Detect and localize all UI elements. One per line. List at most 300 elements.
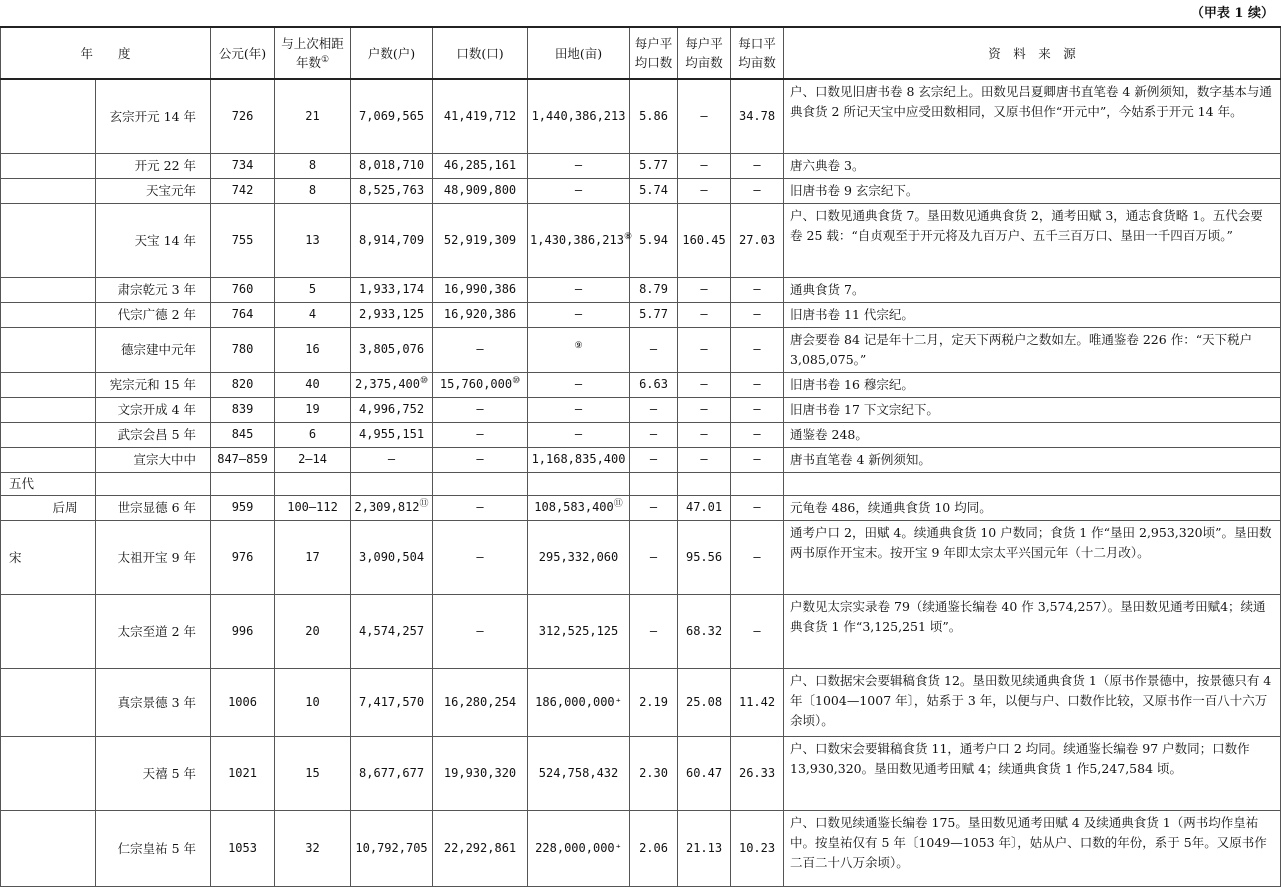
source-cell: 唐会要卷 84 记是年十二月，定天下两税户之数如左。唯通鉴卷 226 作：“天下税户3,085,075。”	[784, 327, 1281, 372]
households-cell-value: 8,914,709	[359, 232, 425, 247]
households-cell	[351, 472, 433, 495]
gap-cell: 19	[275, 397, 351, 422]
ppl-per-hh-cell: 5.77	[630, 153, 678, 178]
land-cell-value: —	[574, 377, 583, 391]
mu-per-hh-cell	[678, 472, 731, 495]
source-cell	[784, 472, 1281, 495]
table-row	[1, 495, 1281, 520]
reign-cell	[51, 372, 96, 397]
header-households: 户数(户)	[351, 27, 433, 79]
reign-cell	[51, 472, 96, 495]
year-cell: 玄宗开元 14 年	[96, 79, 211, 153]
year-cell: 开元 22 年	[96, 153, 211, 178]
ad-cell: 726	[211, 79, 275, 153]
gap-cell: 10	[275, 668, 351, 736]
households-cell-value: 8,677,677	[359, 765, 425, 780]
population-cell	[433, 277, 528, 302]
header-ad: 公元(年)	[211, 27, 275, 79]
households-cell-value: 3,090,504	[359, 549, 425, 564]
households-cell	[351, 447, 433, 472]
gap-cell: 8	[275, 178, 351, 203]
mu-per-hh-cell: 95.56	[678, 520, 731, 594]
mu-per-person-cell: —	[731, 372, 784, 397]
ppl-per-hh-cell: —	[630, 594, 678, 668]
population-cell-value: —	[476, 342, 484, 356]
source-cell: 户、口数见通典食货 7。垦田数见通典食货 2，通考田赋 3，通志食货略 1。五代会要卷 25 载：“自贞观至于开元将及九百万户、五千三百万口、垦田一千四百万顷。”	[784, 203, 1281, 277]
land-cell-value: —	[574, 427, 583, 441]
source-cell: 户、口数见旧唐书卷 8 玄宗纪上。田数见吕夏卿唐书直笔卷 4 新例须知，数字基本与通典食货 2 所记天宝中应受田数相同，又原书但作“开元中”，今姑系于开元 14 年。	[784, 79, 1281, 153]
header-land: 田地(亩)	[528, 27, 630, 79]
population-cell	[433, 810, 528, 886]
ad-cell: 734	[211, 153, 275, 178]
mu-per-person-cell: —	[731, 397, 784, 422]
households-cell	[351, 594, 433, 668]
dynasty-cell	[1, 397, 51, 422]
year-cell: 天宝元年	[96, 178, 211, 203]
ppl-per-hh-cell: 6.63	[630, 372, 678, 397]
table-row	[1, 372, 1281, 397]
ppl-per-hh-cell: —	[630, 422, 678, 447]
households-cell	[351, 736, 433, 810]
ad-cell: 976	[211, 520, 275, 594]
land-cell-note: ⑪	[613, 499, 623, 509]
households-cell-note: ⑩	[420, 376, 429, 386]
households-cell	[351, 495, 433, 520]
households-cell-value: 2,375,400	[354, 377, 420, 391]
ad-cell: 839	[211, 397, 275, 422]
reign-cell	[51, 79, 96, 153]
source-cell: 唐六典卷 3。	[784, 153, 1281, 178]
population-cell	[433, 79, 528, 153]
table-row	[1, 277, 1281, 302]
land-cell	[528, 277, 630, 302]
year-cell: 武宗会昌 5 年	[96, 422, 211, 447]
population-cell	[433, 397, 528, 422]
header-mu-per-hh: 每户平均亩数	[678, 27, 731, 79]
gap-cell: 6	[275, 422, 351, 447]
households-cell-value: 4,955,151	[359, 427, 425, 441]
dynasty-cell	[1, 178, 51, 203]
mu-per-person-cell: —	[731, 302, 784, 327]
dynasty-cell: 五代	[1, 472, 51, 495]
population-cell-value: —	[476, 427, 484, 441]
households-cell	[351, 277, 433, 302]
land-cell	[528, 810, 630, 886]
population-cell	[433, 736, 528, 810]
table-row	[1, 472, 1281, 495]
table-row	[1, 520, 1281, 594]
population-cell	[433, 178, 528, 203]
mu-per-person-cell: —	[731, 277, 784, 302]
ad-cell: 1053	[211, 810, 275, 886]
table-caption: （甲表 1 续）	[1190, 6, 1274, 21]
mu-per-person-cell: —	[731, 520, 784, 594]
table-row	[1, 397, 1281, 422]
header-gap	[275, 27, 351, 79]
land-cell	[528, 203, 633, 277]
ad-cell: 847—859	[211, 447, 275, 472]
households-cell-value: 1,933,174	[359, 282, 425, 296]
population-cell-value: 41,419,712	[443, 108, 517, 123]
land-cell	[528, 422, 630, 447]
ad-cell: 780	[211, 327, 275, 372]
header-gap-label: 与上次相距年数	[281, 36, 344, 70]
dynasty-cell	[1, 79, 51, 153]
land-cell	[528, 397, 630, 422]
population-cell-value: 48,909,800	[443, 183, 517, 197]
land-cell	[528, 178, 630, 203]
ad-cell: 760	[211, 277, 275, 302]
reign-cell	[51, 153, 96, 178]
header-mu-per-person: 每口平均亩数	[731, 27, 784, 79]
gap-cell: 20	[275, 594, 351, 668]
households-cell	[351, 178, 433, 203]
households-cell-value: 4,996,752	[359, 402, 425, 416]
mu-per-person-cell: 34.78	[731, 79, 784, 153]
land-cell-value: 1,430,386,213	[530, 232, 624, 247]
gap-cell: 5	[275, 277, 351, 302]
ppl-per-hh-cell: 5.86	[630, 79, 678, 153]
land-cell-value: 228,000,000⁺	[535, 840, 622, 855]
households-cell	[351, 520, 433, 594]
source-cell: 户、口数见续通鉴长编卷 175。垦田数见通考田赋 4 及续通典食货 1（两书均作皇祐中。按皇祐仅有 5 年〔1049—1053 年〕，姑从户、口数的年份，系于 5年。又原书作二百二十八万余顷）。	[784, 810, 1281, 886]
ppl-per-hh-cell: —	[630, 447, 678, 472]
reign-cell	[51, 810, 96, 886]
reign-cell	[51, 178, 96, 203]
land-cell	[528, 327, 630, 372]
ppl-per-hh-cell: —	[630, 327, 678, 372]
ad-cell: 755	[211, 203, 275, 277]
reign-cell	[51, 668, 96, 736]
ppl-per-hh-cell	[630, 472, 678, 495]
mu-per-person-cell: —	[731, 495, 784, 520]
gap-cell: 2—14	[275, 447, 351, 472]
land-cell-value: 186,000,000⁺	[535, 694, 622, 709]
source-cell: 户数见太宗实录卷 79（续通鉴长编卷 40 作 3,574,257）。垦田数见通考田赋4；续通典食货 1 作“3,125,251 顷”。	[784, 594, 1281, 668]
mu-per-hh-cell: 60.47	[678, 736, 731, 810]
table-row	[1, 594, 1281, 668]
reign-cell	[51, 397, 96, 422]
land-cell	[528, 372, 630, 397]
land-cell-value: 524,758,432	[538, 765, 619, 780]
dynasty-cell	[1, 203, 51, 277]
mu-per-hh-cell: —	[678, 327, 731, 372]
ppl-per-hh-cell: —	[630, 495, 678, 520]
ppl-per-hh-cell: 8.79	[630, 277, 678, 302]
land-cell-value: —	[574, 158, 583, 172]
mu-per-person-cell: 27.03	[731, 203, 784, 277]
households-cell-value: 7,417,570	[359, 694, 425, 709]
population-cell	[433, 668, 528, 736]
population-cell	[433, 594, 528, 668]
dynasty-cell	[1, 302, 51, 327]
households-cell	[351, 397, 433, 422]
land-cell	[528, 302, 630, 327]
gap-cell	[275, 472, 351, 495]
households-cell-value: 3,805,076	[359, 342, 425, 356]
reign-cell	[51, 594, 96, 668]
source-cell: 旧唐书卷 17 下文宗纪下。	[784, 397, 1281, 422]
year-cell: 真宗景德 3 年	[96, 668, 211, 736]
population-cell-value: 46,285,161	[443, 158, 517, 172]
gap-cell: 32	[275, 810, 351, 886]
land-cell-value: —	[574, 183, 583, 197]
dynasty-cell	[1, 153, 51, 178]
households-cell	[351, 422, 433, 447]
mu-per-hh-cell: —	[678, 372, 731, 397]
mu-per-person-cell: —	[731, 594, 784, 668]
table-row	[1, 178, 1281, 203]
land-cell-value: —	[574, 282, 583, 296]
households-cell	[351, 810, 433, 886]
table-row	[1, 203, 1281, 277]
table-row	[1, 302, 1281, 327]
table-row	[1, 327, 1281, 372]
mu-per-person-cell: —	[731, 422, 784, 447]
population-cell-note: ⑩	[512, 376, 521, 386]
mu-per-person-cell: 26.33	[731, 736, 784, 810]
mu-per-hh-cell: —	[678, 447, 731, 472]
mu-per-hh-cell: —	[678, 422, 731, 447]
ppl-per-hh-cell: —	[630, 397, 678, 422]
households-cell-value: 10,792,705	[355, 840, 428, 855]
mu-per-person-cell: —	[731, 178, 784, 203]
population-cell	[433, 447, 528, 472]
households-cell	[351, 203, 433, 277]
gap-cell: 4	[275, 302, 351, 327]
reign-cell	[51, 447, 96, 472]
table-row	[1, 79, 1281, 153]
dynasty-cell: 宋	[1, 520, 51, 594]
population-cell-value: —	[476, 500, 484, 514]
ad-cell: 1021	[211, 736, 275, 810]
header-gap-mark: ①	[321, 54, 330, 65]
land-cell-note: ⑨	[574, 341, 583, 351]
gap-cell: 17	[275, 520, 351, 594]
mu-per-person-cell: —	[731, 447, 784, 472]
dynasty-cell	[1, 447, 51, 472]
reign-cell	[51, 327, 96, 372]
table-row	[1, 422, 1281, 447]
year-cell: 天宝 14 年	[96, 203, 211, 277]
land-cell-value: 1,168,835,400	[531, 452, 626, 466]
year-cell: 仁宗皇祐 5 年	[96, 810, 211, 886]
mu-per-hh-cell: 25.08	[678, 668, 731, 736]
population-cell-value: 15,760,000	[439, 377, 513, 391]
dynasty-cell	[1, 810, 51, 886]
ad-cell: 820	[211, 372, 275, 397]
ad-cell: 742	[211, 178, 275, 203]
source-cell: 旧唐书卷 11 代宗纪。	[784, 302, 1281, 327]
gap-cell: 15	[275, 736, 351, 810]
source-cell: 户、口数宋会要辑稿食货 11，通考户口 2 均同。续通鉴长编卷 97 户数同；口数作 13,930,320。垦田数见通考田赋 4；续通典食货 1 作5,247,584 顷。	[784, 736, 1281, 810]
population-cell-value: 22,292,861	[443, 840, 517, 855]
population-cell-value: 16,990,386	[443, 282, 517, 296]
gap-cell: 21	[275, 79, 351, 153]
reign-cell	[51, 302, 96, 327]
mu-per-hh-cell: —	[678, 178, 731, 203]
reign-cell	[51, 422, 96, 447]
header-population: 口数(口)	[433, 27, 528, 79]
population-cell-value: 16,920,386	[443, 307, 517, 321]
population-cell	[433, 495, 528, 520]
mu-per-person-cell	[731, 472, 784, 495]
households-cell-value: 2,933,125	[359, 307, 425, 321]
households-cell-value: 4,574,257	[359, 623, 425, 638]
land-cell-value: 295,332,060	[538, 549, 619, 564]
ad-cell: 959	[211, 495, 275, 520]
gap-cell: 16	[275, 327, 351, 372]
land-cell-value: 312,525,125	[538, 623, 619, 638]
source-cell: 唐书直笔卷 4 新例须知。	[784, 447, 1281, 472]
land-cell	[528, 736, 630, 810]
population-cell	[433, 203, 528, 277]
households-cell-value: 8,525,763	[359, 183, 425, 197]
mu-per-person-cell: 11.42	[731, 668, 784, 736]
dynasty-cell	[1, 372, 51, 397]
households-cell	[351, 668, 433, 736]
population-cell	[433, 422, 528, 447]
reign-cell	[51, 203, 96, 277]
table-row	[1, 153, 1281, 178]
land-cell	[528, 520, 630, 594]
land-cell-value: —	[574, 402, 583, 416]
land-cell-value: —	[574, 307, 583, 321]
mu-per-hh-cell: —	[678, 397, 731, 422]
source-cell: 元龟卷 486，续通典食货 10 均同。	[784, 495, 1281, 520]
ppl-per-hh-cell: 2.19	[630, 668, 678, 736]
gap-cell: 40	[275, 372, 351, 397]
table-row	[1, 447, 1281, 472]
population-cell-value: —	[476, 549, 484, 564]
households-cell-value: —	[387, 452, 396, 466]
year-cell: 天禧 5 年	[96, 736, 211, 810]
dynasty-cell	[1, 422, 51, 447]
year-cell: 肃宗乾元 3 年	[96, 277, 211, 302]
source-cell: 通考户口 2，田赋 4。续通典食货 10 户数同；食货 1 作“垦田 2,953,320顷”。垦田数两书原作开宝末。按开宝 9 年即太宗太平兴国元年（十二月改）。	[784, 520, 1281, 594]
gap-cell: 100—112	[275, 495, 351, 520]
dynasty-cell	[1, 594, 51, 668]
mu-per-hh-cell: 47.01	[678, 495, 731, 520]
source-cell: 户、口数据宋会要辑稿食货 12。垦田数见续通典食货 1（原书作景德中，按景德只有 4 年〔1004—1007 年〕，姑系于 3 年，以便与户、口数作比较，又原书作一百八十六万余顷）。	[784, 668, 1281, 736]
population-cell-value: 19,930,320	[443, 765, 517, 780]
reign-cell	[51, 520, 96, 594]
year-cell: 世宗显德 6 年	[96, 495, 211, 520]
year-cell: 太宗至道 2 年	[96, 594, 211, 668]
households-cell-value: 7,069,565	[359, 108, 425, 123]
table-row	[1, 810, 1281, 886]
population-cell	[433, 327, 528, 372]
ad-cell	[211, 472, 275, 495]
population-cell	[433, 372, 528, 397]
population-cell	[433, 520, 528, 594]
mu-per-hh-cell: 21.13	[678, 810, 731, 886]
households-cell-note: ⑪	[419, 499, 429, 509]
gap-cell: 13	[275, 203, 351, 277]
gap-cell: 8	[275, 153, 351, 178]
table-body	[1, 79, 1281, 886]
mu-per-person-cell: —	[731, 327, 784, 372]
dynasty-cell	[1, 736, 51, 810]
ppl-per-hh-cell: —	[630, 520, 678, 594]
header-ppl-per-hh: 每户平均口数	[630, 27, 678, 79]
land-cell	[528, 594, 630, 668]
population-table	[0, 26, 1281, 887]
dynasty-cell	[1, 277, 51, 302]
land-cell	[528, 495, 630, 520]
year-cell	[96, 472, 211, 495]
land-cell-value: 1,440,386,213	[531, 108, 626, 123]
mu-per-person-cell: 10.23	[731, 810, 784, 886]
mu-per-hh-cell: —	[678, 277, 731, 302]
land-cell-value: 108,583,400	[534, 500, 614, 514]
land-cell-note: ⑧	[623, 231, 633, 242]
ppl-per-hh-cell: 5.77	[630, 302, 678, 327]
year-cell: 文宗开成 4 年	[96, 397, 211, 422]
source-cell: 通鉴卷 248。	[784, 422, 1281, 447]
mu-per-hh-cell: 160.45	[678, 203, 731, 277]
reign-cell	[51, 277, 96, 302]
households-cell	[351, 327, 433, 372]
ad-cell: 845	[211, 422, 275, 447]
population-cell	[433, 153, 528, 178]
land-cell	[528, 668, 630, 736]
mu-per-hh-cell: —	[678, 153, 731, 178]
ppl-per-hh-cell: 2.06	[630, 810, 678, 886]
reign-cell	[51, 736, 96, 810]
households-cell	[351, 79, 433, 153]
population-cell-value: —	[476, 402, 484, 416]
households-cell-value: 2,309,812	[354, 500, 420, 514]
source-cell: 通典食货 7。	[784, 277, 1281, 302]
population-cell-value: —	[476, 623, 484, 638]
header-year: 年 度	[1, 27, 211, 79]
dynasty-cell	[1, 495, 51, 520]
dynasty-cell	[1, 327, 51, 372]
population-cell-value: 52,919,309	[443, 232, 517, 247]
header-source: 资 料 来 源	[784, 27, 1281, 79]
land-cell	[528, 153, 630, 178]
population-cell	[433, 302, 528, 327]
land-cell	[528, 472, 630, 495]
land-cell	[528, 447, 630, 472]
source-cell: 旧唐书卷 16 穆宗纪。	[784, 372, 1281, 397]
mu-per-person-cell: —	[731, 153, 784, 178]
ppl-per-hh-cell: 5.74	[630, 178, 678, 203]
households-cell-value: 8,018,710	[359, 158, 425, 172]
population-cell-value: 16,280,254	[443, 694, 517, 709]
ppl-per-hh-cell: 2.30	[630, 736, 678, 810]
dynasty-cell	[1, 668, 51, 736]
table-row	[1, 736, 1281, 810]
population-cell-value: —	[476, 452, 484, 466]
year-cell: 宪宗元和 15 年	[96, 372, 211, 397]
year-cell: 太祖开宝 9 年	[96, 520, 211, 594]
source-cell: 旧唐书卷 9 玄宗纪下。	[784, 178, 1281, 203]
ad-cell: 1006	[211, 668, 275, 736]
year-cell: 宣宗大中中	[96, 447, 211, 472]
mu-per-hh-cell: 68.32	[678, 594, 731, 668]
land-cell	[528, 79, 630, 153]
table-row	[1, 668, 1281, 736]
population-cell	[433, 472, 528, 495]
households-cell	[351, 153, 433, 178]
ad-cell: 764	[211, 302, 275, 327]
reign-cell: 后周	[51, 495, 96, 520]
mu-per-hh-cell: —	[678, 302, 731, 327]
mu-per-hh-cell: —	[678, 79, 731, 153]
year-cell: 代宗广德 2 年	[96, 302, 211, 327]
